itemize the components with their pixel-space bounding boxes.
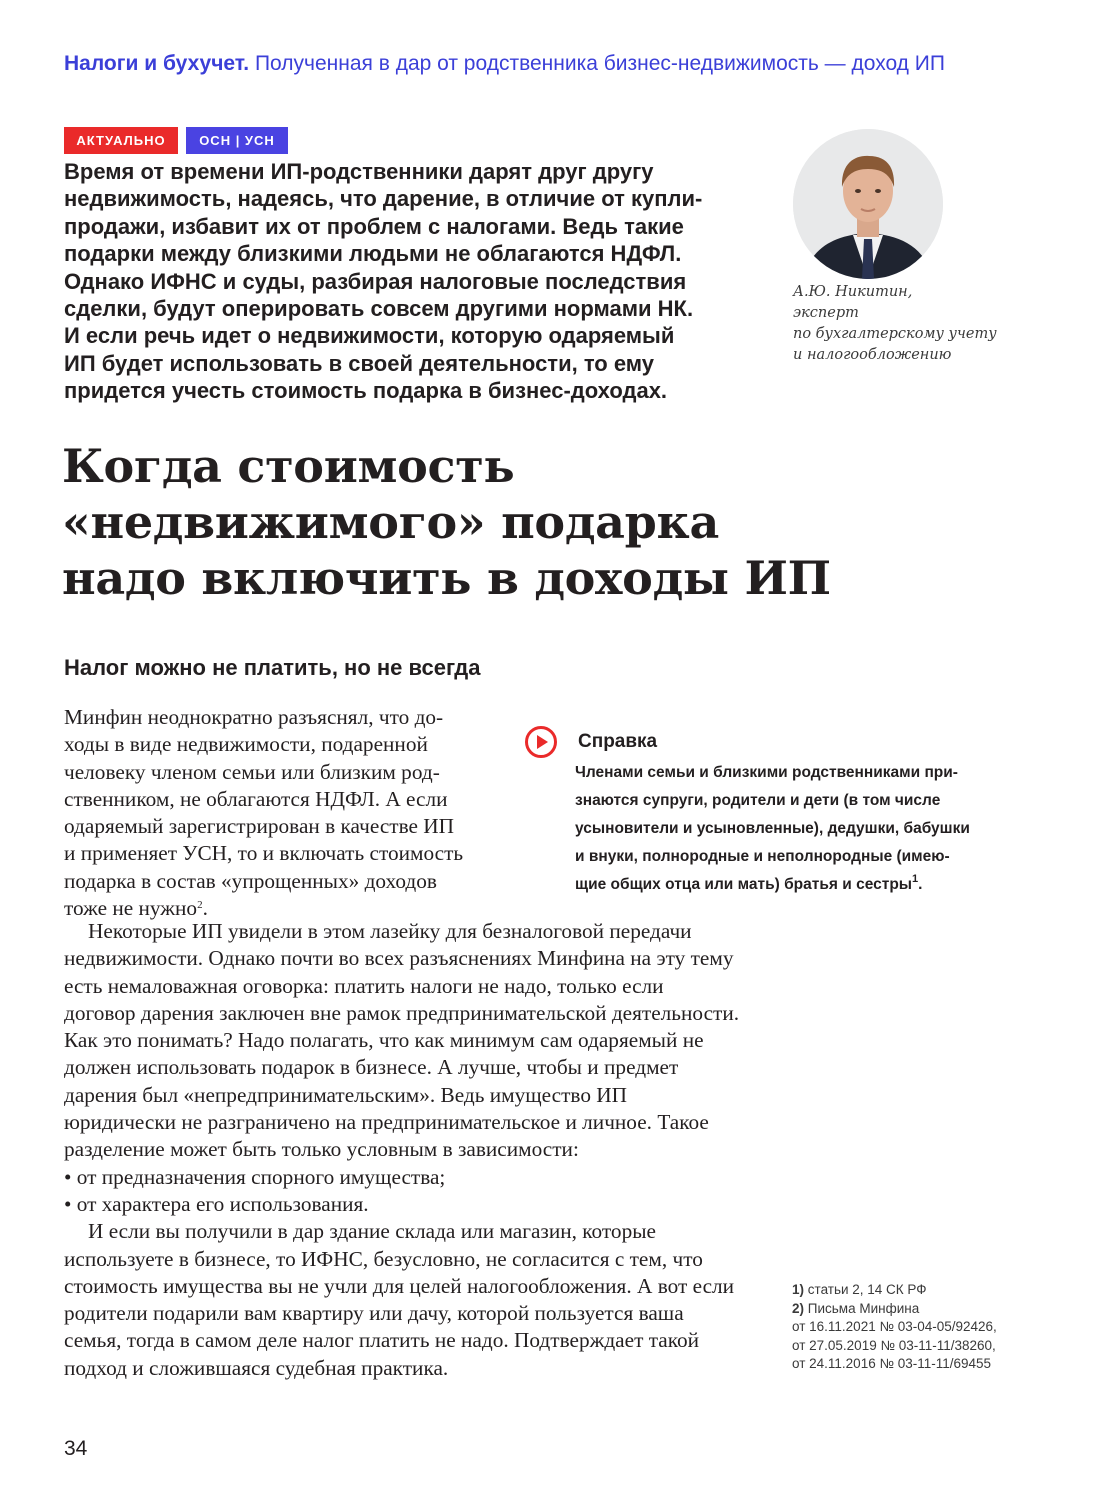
article-headline xyxy=(62,438,962,606)
footnote-ref-2[interactable]: 2 xyxy=(197,899,203,912)
author-caption xyxy=(793,282,1023,366)
wide-column xyxy=(64,918,740,1382)
footnote-2-line: от 24.11.2016 № 03-11-11/69455 xyxy=(792,1356,992,1371)
section-subheading: Налог можно не платить, но не всегда xyxy=(64,655,481,680)
paragraph-line: подарка в состав «упрощенных» доходов xyxy=(64,868,437,893)
paragraph-line: одаряемый зарегистрирован в качестве ИП xyxy=(64,814,455,839)
lead-line: Время от времени ИП-родственники дарят друг другу xyxy=(64,159,654,184)
footnotes xyxy=(792,1281,1052,1374)
author-portrait xyxy=(793,129,943,279)
footnote-number: 1) xyxy=(792,1282,805,1297)
running-head-section: Налоги и бухучет. xyxy=(64,52,250,75)
lead-line: подарки между близкими людьми не облагаются НДФЛ. xyxy=(64,241,682,267)
lead-line: продажи, избавит их от проблем с налогами. Ведь такие xyxy=(64,213,684,239)
reference-line: и внуки, полнородные и неполнородные (имею- xyxy=(575,848,950,865)
reference-end: . xyxy=(918,876,923,893)
paragraph-line: ходы в виде недвижимости, подаренной xyxy=(64,732,428,757)
author-name: А.Ю. Никитин, xyxy=(793,284,913,300)
footnote-2-line: от 27.05.2019 № 03-11-11/38260, xyxy=(792,1337,996,1353)
page-number: 34 xyxy=(64,1437,88,1460)
bullet-item: • от предназначения спорного имущества; xyxy=(64,1164,446,1189)
reference-line xyxy=(575,871,1015,899)
headline-line: Когда стоимость xyxy=(62,439,515,493)
author-photo-icon xyxy=(793,129,943,279)
author-role-line: по бухгалтерскому учету xyxy=(793,326,997,342)
paragraph-3: И если вы получили в дар здание склада или магазин, которые используете в бизнесе, то ИФНС, безусловно, не согласится с тем, что стоимость имущества вы не учли для целей налогообложения. А вот если родители подарили вам квартиру или дачу, которой пользуется ваша семья, тогда в самом деле налог платить не надо. Подтверждает такой подход и сложившаяся судебная практика. xyxy=(64,1219,735,1380)
paragraph-line: человеку членом семьи или близким род- xyxy=(64,759,440,784)
paragraph-2: Некоторые ИП увидели в этом лазейку для безналоговой передачи недвижимости. Однако почти во всех разъяснениях Минфина на эту тему есть немаловажная оговорка: платить налоги не надо, только если договор дарения заключен вне рамок предпринимательской деятельности. Как это понимать? Надо полагать, что как минимум сам одаряемый не должен использовать подарок в бизнесе. А лучше, чтобы и предмет дарения был «непредпринимательским». Ведь имущество ИП юридически не разграничено на предпринимательское и личное. Такое разделение может быть только условным в зависимости: xyxy=(64,919,740,1162)
paragraph-end: . xyxy=(202,896,208,921)
paragraph-line: и применяет УСН, то и включать стоимость xyxy=(64,841,464,866)
footnote-text: Письма Минфина xyxy=(807,1300,920,1316)
reference-line: Членами семьи и близкими родственниками при- xyxy=(575,764,958,781)
footnote-2 xyxy=(792,1300,1052,1319)
footnote-1 xyxy=(792,1281,1052,1300)
reference-title: Справка xyxy=(578,731,658,752)
lead-paragraph xyxy=(64,158,754,405)
footnote-text: статьи 2, 14 СК РФ xyxy=(807,1282,927,1297)
bullet-item: • от характера его использования. xyxy=(64,1191,369,1216)
tag-actual: АКТУАЛЬНО xyxy=(64,127,178,154)
running-head xyxy=(64,52,1054,76)
paragraph-1 xyxy=(64,704,484,922)
lead-line: ИП будет использовать в своей деятельности, то ему xyxy=(64,350,655,376)
play-circle-icon xyxy=(524,725,558,759)
headline-line: «недвижимого» подарка xyxy=(62,495,719,549)
footnote-number: 2) xyxy=(792,1300,805,1316)
tag-tax-regime: ОСН | УСН xyxy=(186,127,288,154)
footnote-2-line: от 16.11.2021 № 03-04-05/92426, xyxy=(792,1319,997,1334)
paragraph-line: Минфин неоднократно разъяснял, что до- xyxy=(64,705,444,729)
paragraph-line: ственником, не облагаются НДФЛ. А если xyxy=(64,786,448,811)
lead-line: недвижимость, надеясь, что дарение, в отличие от купли- xyxy=(64,186,703,212)
lead-line: Однако ИФНС и суды, разбирая налоговые последствия xyxy=(64,268,687,294)
reference-line: усыновители и усыновленные), дедушки, бабушки xyxy=(575,820,970,837)
lead-line: придется учесть стоимость подарка в бизнес-доходах. xyxy=(64,378,668,404)
reference-line-text: щие общих отца или мать) братья и сестры xyxy=(575,876,913,893)
reference-body xyxy=(575,759,1015,899)
footnote-ref-1[interactable]: 1 xyxy=(912,873,919,885)
author-role-line: и налогообложению xyxy=(793,347,952,363)
running-head-title: Полученная в дар от родственника бизнес-недвижимость — доход ИП xyxy=(254,52,945,75)
headline-line: надо включить в доходы ИП xyxy=(62,551,831,605)
lead-line: И если речь идет о недвижимости, которую одаряемый xyxy=(64,323,675,349)
lead-line: сделки, будут оперировать совсем другими нормами НК. xyxy=(64,296,694,322)
paragraph-line-text: тоже не нужно xyxy=(64,896,198,921)
author-role-line: эксперт xyxy=(793,305,859,321)
reference-line: знаются супруги, родители и дети (в том числе xyxy=(575,792,941,809)
